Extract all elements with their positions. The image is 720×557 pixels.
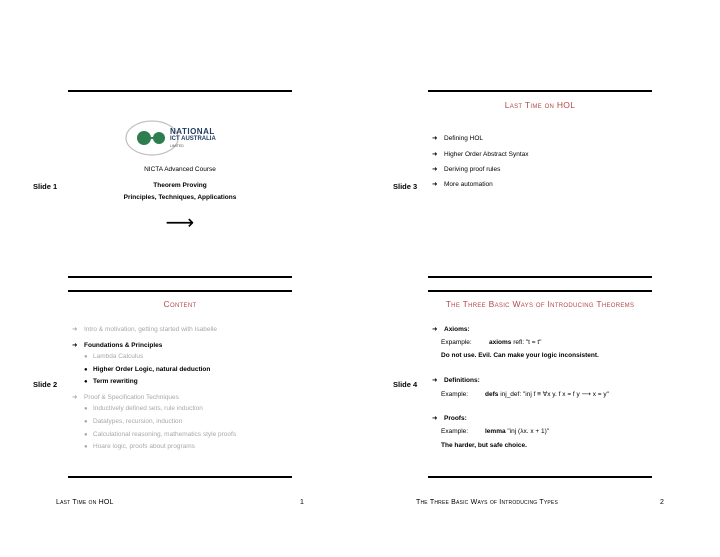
dot-bullet-icon: ●: [84, 406, 88, 412]
slide2-title: Content: [163, 299, 197, 309]
arrow-bullet-icon: ➜: [72, 326, 78, 333]
arrow-bullet-icon: ➜: [432, 326, 438, 333]
arrow-bullet-icon: ➜: [432, 135, 438, 142]
slide2-item-5: ● Term rewriting: [84, 378, 138, 385]
slide2-item-1: ➜ Intro & motivation, getting started with Isabelle: [72, 326, 217, 333]
slide4-proofs-note: The harder, but safe choice.: [441, 442, 527, 449]
slide4-axioms-note: Do not use. Evil. Can make your logic inconsistent.: [441, 352, 599, 359]
slide4-axioms-head: ➜ Axioms:: [432, 326, 470, 333]
slide3-item-4: ➜ More automation: [432, 181, 493, 188]
slide2-item-10: ● Hoare logic, proofs about programs: [84, 443, 195, 450]
logo-text-limited: LIMITED: [170, 144, 184, 148]
slide3-label: Slide 3: [393, 182, 418, 191]
slide1-title: Theorem Proving: [153, 182, 207, 189]
dot-bullet-icon: ●: [84, 432, 88, 438]
slide2-item-4: ● Higher Order Logic, natural deduction: [84, 366, 211, 373]
arrow-bullet-icon: ➜: [72, 394, 78, 401]
nicta-logo: [124, 118, 236, 158]
slide1-label: Slide 1: [33, 182, 58, 191]
slide2-top-rule: [68, 290, 292, 292]
slide2-item-7: ● Inductively defined sets, rule induction: [84, 405, 203, 412]
slide3-item-3: ➜ Deriving proof rules: [432, 166, 501, 173]
slide4-proofs-example: Example: lemma "inj (λx. x + 1)": [441, 428, 550, 435]
slide4-bottom-rule: [428, 476, 652, 478]
slide1-course: NICTA Advanced Course: [144, 166, 216, 173]
slide3-top-rule: [428, 90, 652, 92]
footer-right-title: The Three Basic Ways of Introducing Types: [416, 499, 558, 506]
slide3-title: Last Time on HOL: [504, 100, 576, 110]
dot-bullet-icon: ●: [84, 419, 88, 425]
slide3-item-1: ➜ Defining HOL: [432, 135, 484, 142]
footer-left-page: 1: [300, 499, 305, 506]
logo-text-ict-australia: ICT AUSTRALIA: [170, 136, 216, 142]
arrow-bullet-icon: ➜: [432, 377, 438, 384]
slide4-defs-head: ➜ Definitions:: [432, 377, 480, 384]
dot-bullet-icon: ●: [84, 379, 88, 385]
slide2-bottom-rule: [68, 476, 292, 478]
slide1-bottom-rule: [68, 276, 292, 278]
arrow-bullet-icon: ➜: [432, 415, 438, 422]
slide2-item-9: ● Calculational reasoning, mathematics style proofs: [84, 431, 237, 438]
slide2-item-3: ● Lambda Calculus: [84, 353, 144, 360]
dot-bullet-icon: ●: [84, 354, 88, 360]
slide4-axioms-example: Expample: axioms refl: "t = t": [441, 339, 542, 346]
slide4-proofs-head: ➜ Proofs:: [432, 415, 467, 422]
logo-text-national: NATIONAL: [170, 127, 215, 136]
slide3-bottom-rule: [428, 276, 652, 278]
slide4-defs-example: Example: defs inj_def: "inj f ≡ ∀x y. f x = f y ⟶ x = y": [441, 391, 609, 398]
dot-bullet-icon: ●: [84, 367, 88, 373]
arrow-bullet-icon: ➜: [72, 342, 78, 349]
slide4-label: Slide 4: [393, 380, 418, 389]
footer-right-page: 2: [660, 499, 665, 506]
slide2-item-8: ● Datatypes, recursion, induction: [84, 418, 183, 425]
arrow-bullet-icon: ➜: [432, 151, 438, 158]
slide1-subtitle: Principles, Techniques, Applications: [123, 194, 237, 201]
arrow-bullet-icon: ➜: [432, 166, 438, 173]
slide4-title: The Three Basic Ways of Introducing Theorems: [445, 299, 635, 309]
slide3-item-2: ➜ Higher Order Abstract Syntax: [432, 151, 529, 158]
slide4-top-rule: [428, 290, 652, 292]
slide1-arrow: ⟶: [165, 212, 195, 234]
slide1-top-rule: [68, 90, 292, 92]
slide2-item-6: ➜ Proof & Specification Techniques: [72, 394, 179, 401]
dot-bullet-icon: ●: [84, 444, 88, 450]
arrow-bullet-icon: ➜: [432, 181, 438, 188]
slide2-item-2: ➜ Foundations & Principles: [72, 342, 163, 349]
footer-left-title: Last Time on HOL: [56, 499, 114, 506]
slide2-label: Slide 2: [33, 380, 58, 389]
